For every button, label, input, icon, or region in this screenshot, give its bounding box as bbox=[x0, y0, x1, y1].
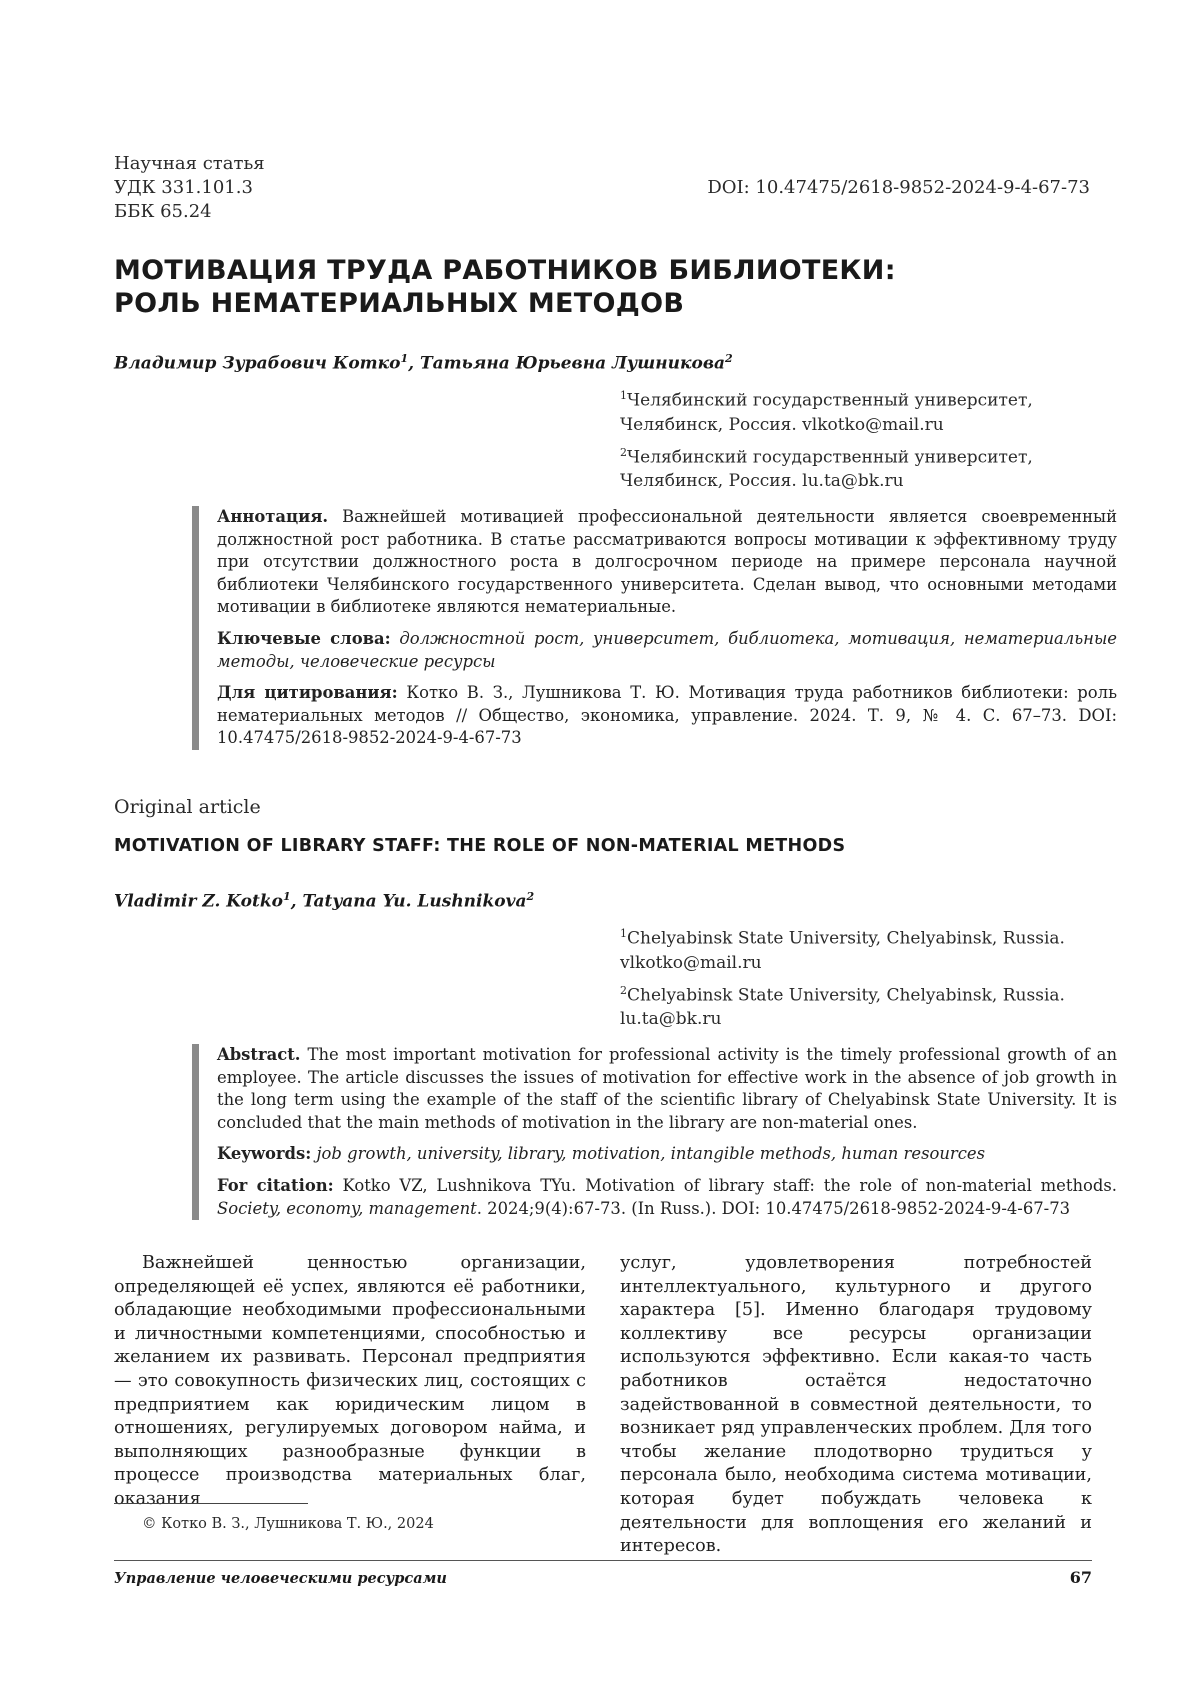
citation-en bbox=[217, 1175, 1117, 1220]
citation-ru bbox=[217, 682, 1117, 750]
page-number: 67 bbox=[1069, 1568, 1092, 1587]
citation-ru-label: Для цитирования: bbox=[217, 683, 398, 703]
affiliation-ru-2-num: 2 bbox=[620, 445, 627, 459]
affiliation-ru-2-line2: Челябинск, Россия. lu.ta@bk.ru bbox=[620, 471, 904, 492]
author-separator: , bbox=[408, 353, 421, 374]
author-ru-2: Татьяна Юрьевна Лушникова bbox=[420, 353, 725, 374]
abstract-en-label: Abstract. bbox=[217, 1045, 301, 1064]
affiliation-ru-2 bbox=[620, 441, 1090, 494]
doi-header[interactable]: DOI: 10.47475/2618-9852-2024-9-4-67-73 bbox=[707, 177, 1090, 198]
title-ru-line1: МОТИВАЦИЯ ТРУДА РАБОТНИКОВ БИБЛИОТЕКИ: bbox=[114, 255, 896, 286]
citation-en-journal: Society, economy, management bbox=[217, 1198, 477, 1218]
authors-en bbox=[114, 890, 534, 912]
citation-en-text-post: . 2024;9(4):67-73. (In Russ.). DOI: 10.47475/2618-9852-2024-9-4-67-73 bbox=[476, 1198, 1071, 1218]
title-en: MOTIVATION OF LIBRARY STAFF: THE ROLE OF NON-MATERIAL METHODS bbox=[114, 836, 846, 856]
original-article-label: Original article bbox=[114, 796, 261, 818]
affiliation-ru-1 bbox=[620, 384, 1090, 437]
author-en-separator: , bbox=[290, 891, 303, 912]
abstract-ru bbox=[217, 506, 1117, 619]
citation-en-label: For citation: bbox=[217, 1175, 334, 1195]
affiliation-en-1-num: 1 bbox=[620, 927, 627, 940]
author-en-1: Vladimir Z. Kotko bbox=[114, 891, 283, 912]
abstract-ru-block bbox=[192, 506, 1117, 750]
keywords-en-text: job growth, university, library, motivation, intangible methods, human resources bbox=[311, 1144, 986, 1164]
title-ru-line2: РОЛЬ НЕМАТЕРИАЛЬНЫХ МЕТОДОВ bbox=[114, 288, 685, 319]
author-ru-1-sup: 1 bbox=[400, 352, 409, 365]
udk-code: УДК 331.101.3 bbox=[114, 177, 253, 198]
abstract-en-text: The most important motivation for professional activity is the timely professional growth of an employee. The article discusses the issues of motivation for effective work in the absence of job growth in the long term using the example of the staff of the scientific library of Chelyabinsk State University. It is concluded that the main methods of motivation in the library are non-material ones. bbox=[217, 1045, 1117, 1132]
affiliation-ru-1-line1: Челябинский государственный университет, bbox=[627, 390, 1033, 411]
footer-section-title: Управление человеческими ресурсами bbox=[114, 1570, 447, 1587]
footnote-divider bbox=[114, 1503, 308, 1504]
affiliations-en bbox=[620, 922, 1090, 1035]
affiliation-en-1-line1: Chelyabinsk State University, Chelyabinsk, Russia. bbox=[627, 928, 1065, 949]
article-type: Научная статья bbox=[114, 153, 265, 174]
footer-divider bbox=[114, 1560, 1092, 1561]
affiliation-ru-2-line1: Челябинский государственный университет, bbox=[627, 447, 1033, 468]
affiliation-en-2-line1: Chelyabinsk State University, Chelyabinsk, Russia. bbox=[627, 985, 1065, 1006]
copyright-footnote: © Котко В. З., Лушникова Т. Ю., 2024 bbox=[142, 1516, 434, 1532]
bbk-code: ББК 65.24 bbox=[114, 201, 212, 222]
abstract-ru-label: Аннотация. bbox=[217, 507, 329, 526]
abstract-en-block bbox=[192, 1044, 1117, 1220]
author-ru-1: Владимир Зурабович Котко bbox=[114, 353, 401, 374]
author-en-2-sup: 2 bbox=[526, 890, 535, 903]
author-ru-2-sup: 2 bbox=[725, 352, 733, 365]
keywords-ru bbox=[217, 628, 1117, 673]
keywords-en-label: Keywords: bbox=[217, 1144, 312, 1164]
keywords-ru-text: должностной рост, университет, библиотека, мотивация, нематериальные методы, человеческие ресурсы bbox=[217, 628, 1117, 671]
keywords-en bbox=[217, 1143, 1117, 1166]
affiliation-en-2 bbox=[620, 979, 1090, 1032]
author-en-1-sup: 1 bbox=[283, 890, 291, 903]
affiliation-ru-1-line2: Челябинск, Россия. vlkotko@mail.ru bbox=[620, 414, 944, 435]
keywords-ru-label: Ключевые слова: bbox=[217, 628, 391, 648]
citation-ru-text: Котко В. З., Лушникова Т. Ю. Мотивация труда работников библиотеки: роль нематериальных методов // Общество, экономика, управление. 2024. Т. 9, № 4. С. 67–73. DOI: 10.47475/2618-9852-2024-9-4-67-73 bbox=[217, 683, 1118, 748]
body-column-1: Важнейшей ценностью организации, определяющей её успех, являются её работники, обладающие необходимыми профессиональными и личностными компетенциями, способностью и желанием их развивать. Персонал предприятия — это совокупность физических лиц, состоящих с предприятием как юридическим лицом в отношениях, регулируемых договором найма, и выполняющих разнообразные функции в процессе производства материальных благ, оказания bbox=[114, 1253, 586, 1509]
abstract-ru-text: Важнейшей мотивацией профессиональной деятельности является своевременный должностной рост работника. В статье рассматриваются вопросы мотивации к эффективному труду при отсутствии должностного роста в долгосрочном периоде на примере персонала научной библиотеки Челябинского государственного университета. Сделан вывод, что основными методами мотивации в библиотеке являются нематериальные. bbox=[217, 507, 1117, 617]
affiliation-en-2-line2: lu.ta@bk.ru bbox=[620, 1009, 722, 1030]
author-en-2: Tatyana Yu. Lushnikova bbox=[302, 891, 527, 912]
affiliation-ru-1-num: 1 bbox=[620, 389, 627, 402]
authors-ru bbox=[114, 352, 733, 374]
abstract-en bbox=[217, 1044, 1117, 1134]
citation-en-text-pre: Kotko VZ, Lushnikova TYu. Motivation of library staff: the role of non-material methods. bbox=[333, 1175, 1117, 1195]
affiliation-en-1-line2: vlkotko@mail.ru bbox=[620, 952, 762, 973]
affiliation-en-2-num: 2 bbox=[620, 983, 627, 997]
article-meta bbox=[114, 152, 265, 224]
body-column-2: услуг, удовлетворения потребностей интеллектуального, культурного и другого характера [5]. Именно благодаря трудовому коллективу все ресурсы организации используются эффективно. Если какая-то часть работников остаётся недостаточно задействованной в совместной деятельности, то возникает ряд управленческих проблем. Для того чтобы желание плодотворно трудиться у персонала было, необходима система мотивации, которая будет побуждать человека к деятельности для воплощения его желаний и интересов. bbox=[620, 1253, 1092, 1557]
title-ru bbox=[114, 254, 1094, 320]
affiliations-ru bbox=[620, 384, 1090, 497]
affiliation-en-1 bbox=[620, 922, 1090, 975]
